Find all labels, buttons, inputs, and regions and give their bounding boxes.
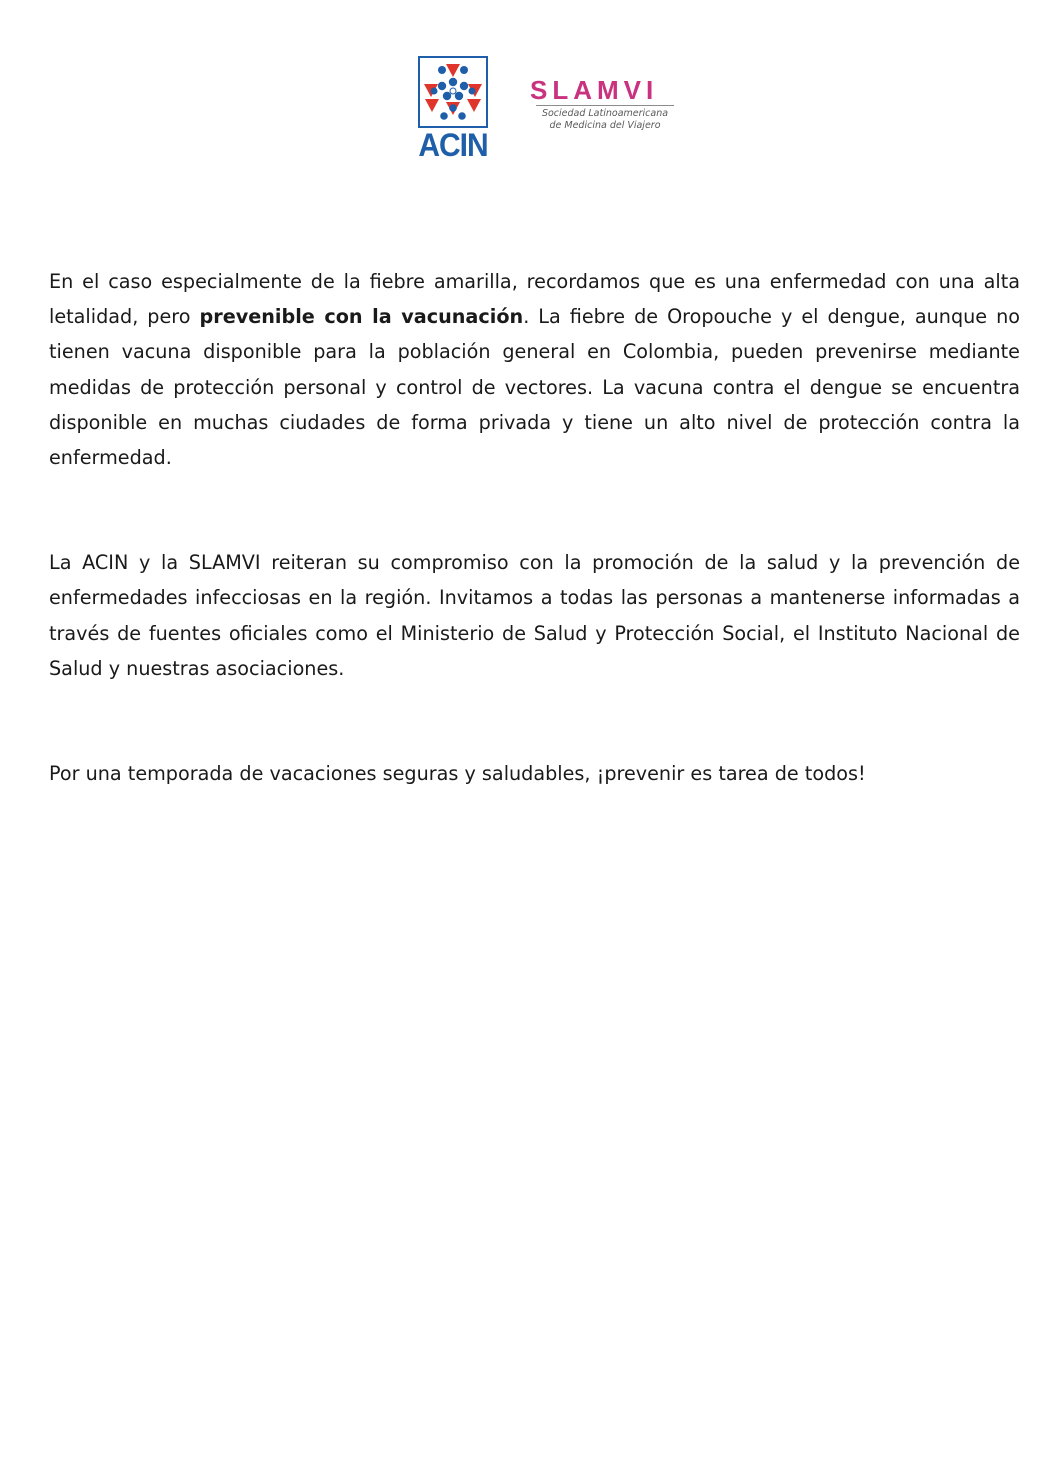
acin-logo-text: ACIN	[418, 128, 488, 164]
paragraph-closing: Por una temporada de vacaciones seguras y saludables, ¡prevenir es tarea de todos!	[49, 762, 866, 786]
paragraph-1-emphasis: prevenible con la vacunación	[199, 305, 524, 329]
document-body	[49, 264, 1020, 791]
slamvi-tagline-line1: Sociedad Latinoamericana	[541, 108, 669, 119]
slamvi-tagline-line2: de Medicina del Viajero	[549, 120, 661, 131]
paragraph-1-text-start: En el caso especialmente de la fiebre amarilla, recordamos que es una enfermedad con una alta letalidad, pero	[49, 270, 1020, 329]
acin-emblem-icon	[420, 58, 486, 126]
header-logos	[0, 54, 1062, 164]
slamvi-logo	[530, 76, 680, 146]
acin-emblem	[418, 56, 488, 128]
acin-logo	[416, 54, 494, 164]
slamvi-tagline	[530, 108, 680, 132]
paragraph-1-text-end: . La fiebre de Oropouche y el dengue, aunque no tienen vacuna disponible para la población general en Colombia, pueden prevenirse mediante medidas de protección personal y control de vectores. La vacuna contra el dengue se encuentra disponible en muchas ciudades de forma privada y tiene un alto nivel de protección contra la enfermedad.	[49, 305, 1020, 470]
paragraph-commitment: La ACIN y la SLAMVI reiteran su compromiso con la promoción de la salud y la prevención de enfermedades infecciosas en la región. Invitamos a todas las personas a mantenerse informadas a través de fuentes oficiales como el Ministerio de Salud y Protección Social, el Instituto Nacional de Salud y nuestras asociaciones.	[49, 551, 1020, 680]
slamvi-divider	[536, 105, 674, 106]
slamvi-wordmark: SLAMVI	[530, 75, 659, 105]
paragraph-yellow-fever	[49, 264, 1020, 475]
